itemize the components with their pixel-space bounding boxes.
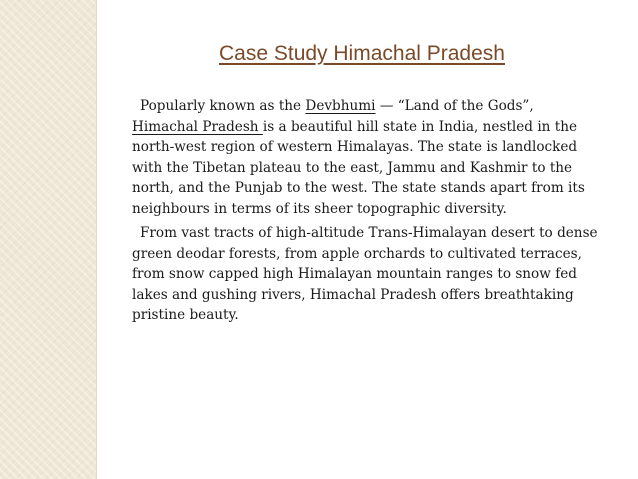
- paragraph-1-rest: is a beautiful hill state in India, nestled in the north-west region of western Himalayas. The state is landlocked with the Tibetan plateau to the east, Jammu and Kashmir to the north, and the Punjab to the west. The state stands apart from its neighbours in terms of its sheer topographic diversity.: [132, 118, 585, 217]
- devbhumi-term: Devbhumi: [305, 98, 376, 114]
- paragraph-1-after-term: — “Land of the Gods”,: [375, 98, 534, 114]
- paragraph-2: [132, 223, 610, 326]
- paragraph-1-intro: Popularly known as the: [140, 98, 306, 114]
- slide-body: [132, 96, 610, 330]
- paragraph-1: [132, 96, 610, 219]
- slide-title: Case Study Himachal Pradesh: [219, 42, 505, 65]
- himachal-pradesh-link: Himachal Pradesh: [132, 118, 263, 135]
- paragraph-2-text: From vast tracts of high-altitude Trans-Himalayan desert to dense green deodar forests, from apple orchards to cultivated terraces, from snow capped high Himalayan mountain ranges to snow fed lakes and gushing rivers, Himachal Pradesh offers breathtaking pristine beauty.: [132, 225, 598, 323]
- decorative-left-band: [0, 0, 96, 479]
